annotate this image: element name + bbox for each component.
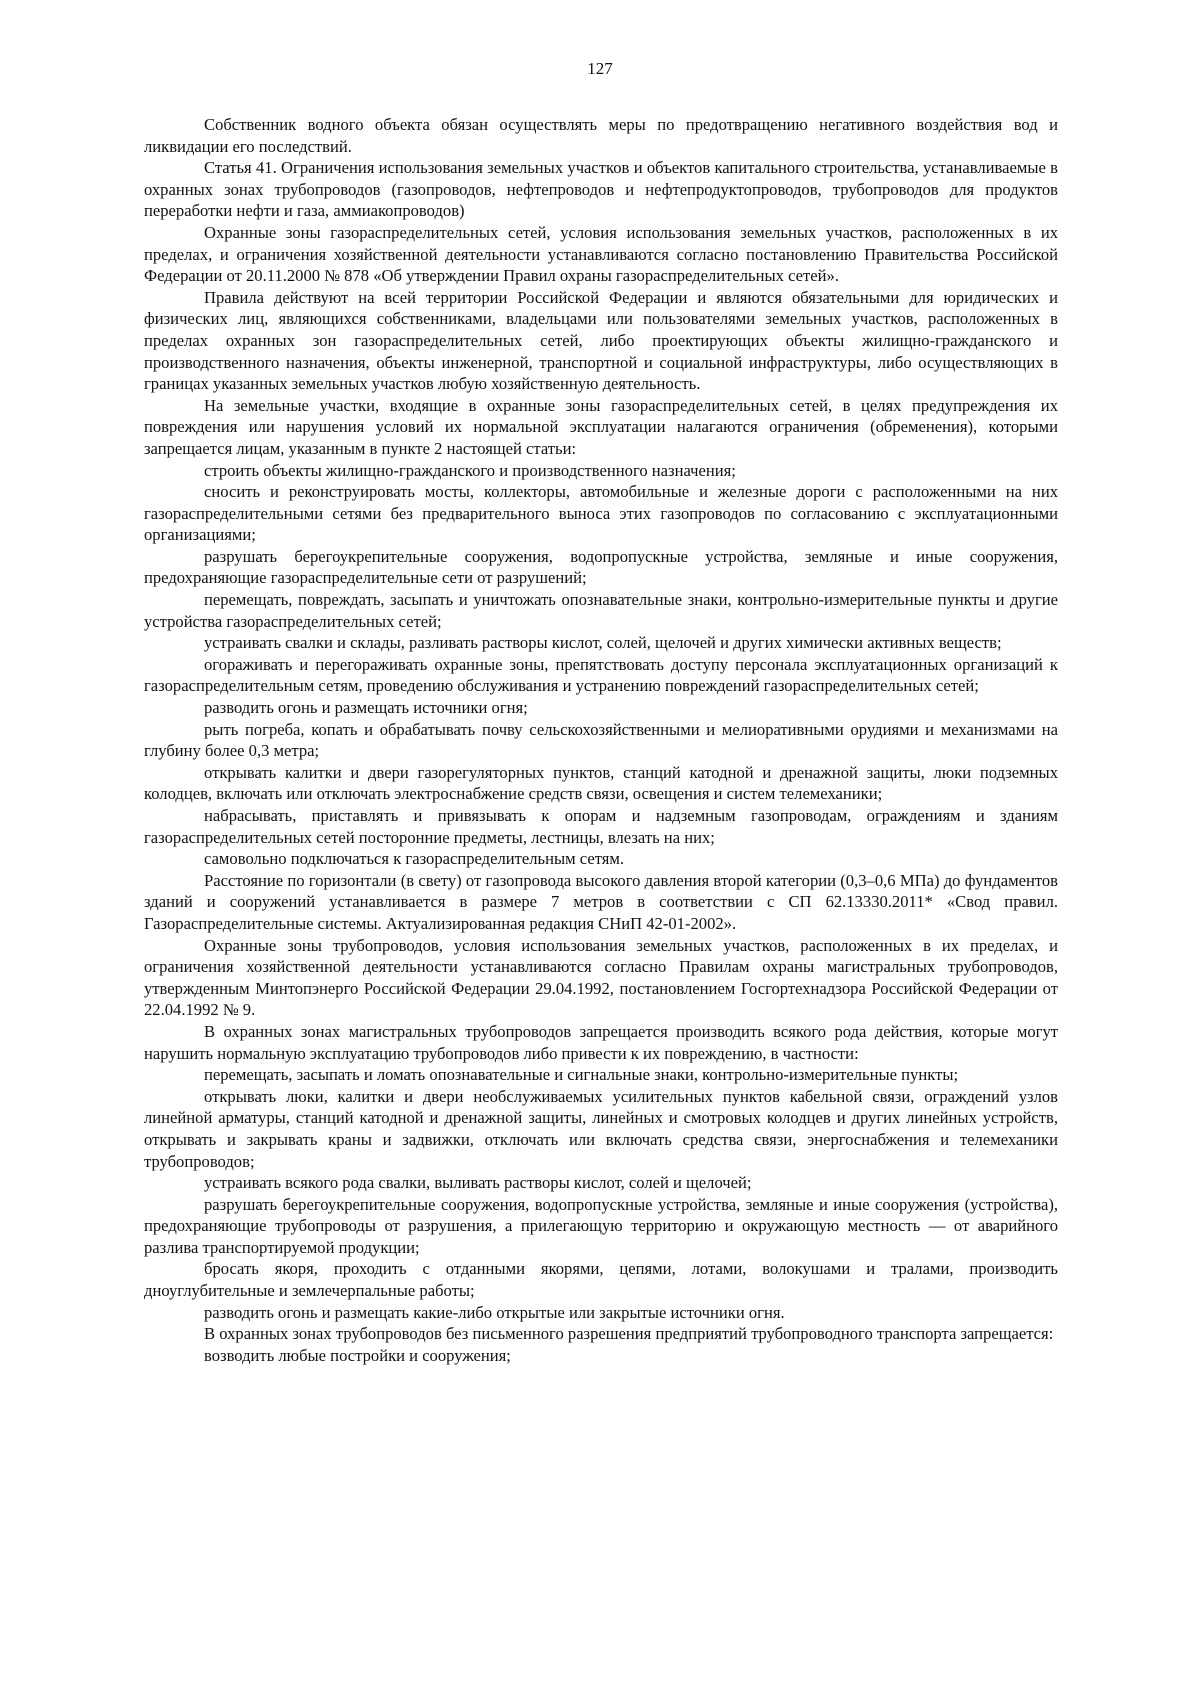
paragraph-gas-zones-decree: Охранные зоны газораспределительных сетей, условия использования земельных участков, расположенных в их пределах, и ограничения хозяйственной деятельности устанавливаются согласно постановлению Правительства Российской Федерации от 20.11.2000 № 878 «Об утверждении Правил охраны газораспределительных сетей». bbox=[144, 222, 1058, 286]
list-item: сносить и реконструировать мосты, коллекторы, автомобильные и железные дороги с расположенными на них газораспределительными сетями без предварительного выноса этих газопроводов по согласованию с эксплуатационными организациями; bbox=[144, 482, 1058, 545]
list-item: разводить огонь и размещать какие-либо открытые или закрытые источники огня. bbox=[204, 1302, 785, 1322]
list-item: устраивать свалки и склады, разливать растворы кислот, солей, щелочей и других химически активных веществ; bbox=[204, 633, 1002, 653]
paragraph-main-pipeline-prohibitions: В охранных зонах магистральных трубопроводов запрещается производить всякого рода действия, которые могут нарушить нормальную эксплуатацию трубопроводов либо привести к их повреждению, в частности: bbox=[144, 1021, 1058, 1063]
list-item: рыть погреба, копать и обрабатывать почву сельскохозяйственными и мелиоративными орудиями и механизмами на глубину более 0,3 метра; bbox=[144, 719, 1058, 761]
body-text bbox=[144, 114, 1058, 1366]
list-item: строить объекты жилищно-гражданского и производственного назначения; bbox=[204, 460, 736, 480]
list-item: открывать люки, калитки и двери необслуживаемых усилительных пунктов кабельной связи, ограждений узлов линейной арматуры, станций катодной и дренажной защиты, линейных и смотровых колодцев и других линейных устройств, открывать и закрывать краны и задвижки, отключать или включать средства связи, энергоснабжения и телемеханики трубопроводов; bbox=[144, 1086, 1058, 1171]
list-item: возводить любые постройки и сооружения; bbox=[204, 1345, 511, 1365]
list-item: перемещать, засыпать и ломать опознавательные и сигнальные знаки, контрольно-измерительные пункты; bbox=[204, 1065, 959, 1085]
paragraph-horizontal-distance: Расстояние по горизонтали (в свету) от газопровода высокого давления второй категории (0,3–0,6 МПа) до фундаментов зданий и сооружений устанавливается в размере 7 метров в соответствии с СП 62.13330.2011* «Свод правил. Газораспределительные системы. Актуализированная редакция СНиП 42-01-2002». bbox=[144, 870, 1058, 933]
paragraph-pipeline-zones-rules: Охранные зоны трубопроводов, условия использования земельных участков, расположенных в их пределах, и ограничения хозяйственной деятельности устанавливаются согласно Правилам охраны магистральных трубопроводов, утвержденным Минтопэнерго Российской Федерации 29.04.1992, постановлением Госгортехнадзора Российской Федерации от 22.04.1992 № 9. bbox=[144, 935, 1058, 1020]
paragraph-restrictions-intro: На земельные участки, входящие в охранные зоны газораспределительных сетей, в целях предупреждения их повреждения или нарушения условий их нормальной эксплуатации налагаются ограничения (обременения), которыми запрещается лицам, указанным в пункте 2 настоящей статьи: bbox=[144, 395, 1058, 458]
list-item: устраивать всякого рода свалки, выливать растворы кислот, солей и щелочей; bbox=[204, 1173, 752, 1193]
page-number: 127 bbox=[587, 59, 613, 78]
list-item: самовольно подключаться к газораспределительным сетям. bbox=[204, 849, 625, 869]
list-item: бросать якоря, проходить с отданными якорями, цепями, лотами, волокушами и тралами, производить дноуглубительные и землечерпальные работы; bbox=[144, 1259, 1058, 1301]
list-item: перемещать, повреждать, засыпать и уничтожать опознавательные знаки, контрольно-измерительные пункты и другие устройства газораспределительных сетей; bbox=[144, 590, 1058, 631]
list-item: набрасывать, приставлять и привязывать к опорам и надземным газопроводам, ограждениям и зданиям газораспределительных сетей посторонние предметы, лестницы, влезать на них; bbox=[144, 806, 1058, 847]
paragraph-rules-scope: Правила действуют на всей территории Российской Федерации и являются обязательными для юридических и физических лиц, являющихся собственниками, владельцами или пользователями земельных участков, расположенных в пределах охранных зон газораспределительных сетей, либо проектирующих объекты жилищно-гражданского и производственного назначения, объекты инженерной, транспортной и социальной инфраструктуры, либо осуществляющих в границах указанных земельных участков любую хозяйственную деятельность. bbox=[144, 287, 1058, 394]
list-item: огораживать и перегораживать охранные зоны, препятствовать доступу персонала эксплуатационных организаций к газораспределительным сетям, проведению обслуживания и устранению повреждений газораспределительных сетей; bbox=[144, 654, 1058, 696]
article-41-heading: Статья 41. Ограничения использования земельных участков и объектов капитального строительства, устанавливаемые в охранных зонах трубопроводов (газопроводов, нефтепроводов и нефтепродуктопроводов, трубопроводов для продуктов переработки нефти и газа, аммиакопроводов) bbox=[144, 158, 1058, 221]
list-item: разрушать берегоукрепительные сооружения, водопропускные устройства, земляные и иные сооружения, предохраняющие газораспределительные сети от разрушений; bbox=[144, 546, 1058, 588]
paragraph-owner-obligation: Собственник водного объекта обязан осуществлять меры по предотвращению негативного воздействия вод и ликвидации его последствий. bbox=[144, 115, 1058, 156]
list-item: разрушать берегоукрепительные сооружения, водопропускные устройства, земляные и иные сооружения (устройства), предохраняющие трубопроводы от разрушения, а прилегающую территорию и окружающую местность — от аварийного разлива транспортируемой продукции; bbox=[144, 1194, 1058, 1257]
list-item: открывать калитки и двери газорегуляторных пунктов, станций катодной и дренажной защиты, люки подземных колодцев, включать или отключать электроснабжение средств связи, освещения и систем телемеханики; bbox=[144, 762, 1058, 804]
list-item: разводить огонь и размещать источники огня; bbox=[204, 698, 528, 718]
paragraph-written-permission: В охранных зонах трубопроводов без письменного разрешения предприятий трубопроводного транспорта запрещается: bbox=[204, 1324, 1054, 1344]
